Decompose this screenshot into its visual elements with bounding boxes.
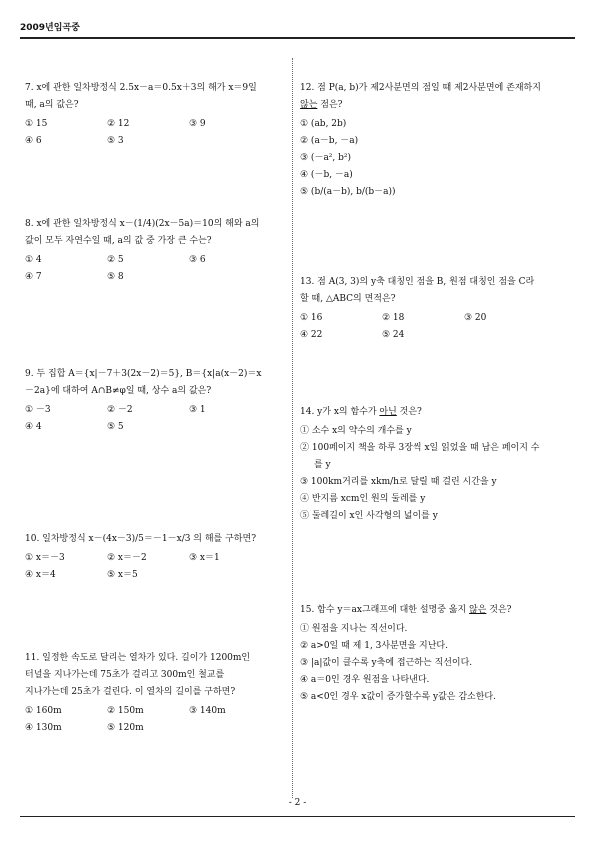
question-14 <box>300 404 545 525</box>
option[interactable]: ③ 6 <box>189 255 206 265</box>
question-stem <box>300 274 545 308</box>
option[interactable]: ① 15 <box>25 119 48 129</box>
page-header: 2009년임곡중 <box>20 20 575 39</box>
question-stem: 11. 일정한 속도로 달리는 열차가 있다. 길이가 1200m인 터널을 지나가는데 75초가 걸리고 300m인 철교를 지나가는데 25초가 걸린다. 이 열차의 길이를 구하면? <box>25 653 251 697</box>
option[interactable]: ② －2 <box>107 405 133 415</box>
option[interactable]: ⑤ (b/(a－b), b/(b－a)) <box>300 187 396 197</box>
question-12 <box>300 80 545 201</box>
answer-options <box>25 252 270 286</box>
bottom-rule <box>20 816 575 817</box>
option[interactable]: ③ (－a², b²) <box>300 153 352 163</box>
option[interactable]: ⑤ 24 <box>382 330 405 340</box>
option[interactable]: ③ 100km거리를 xkm/h로 달릴 때 걸린 시간을 y <box>300 477 497 487</box>
option[interactable]: ③ 20 <box>464 313 487 323</box>
option[interactable]: ② 18 <box>382 313 405 323</box>
option[interactable]: ① －3 <box>25 405 51 415</box>
question-13 <box>300 274 545 344</box>
option[interactable]: ③ 140m <box>189 706 226 716</box>
option[interactable]: ① 16 <box>300 313 323 323</box>
stem-text: 13. 점 A(3, 3)의 y축 대칭인 점을 B, 원점 대칭인 점을 C라 할 때, △ABC의 면적은? <box>300 277 535 304</box>
underlined-keyword: 않는 <box>300 100 318 110</box>
option[interactable]: ② 5 <box>107 255 124 265</box>
option[interactable]: ③ |a|값이 클수록 y축에 접근하는 직선이다. <box>300 658 473 668</box>
question-stem <box>300 80 545 114</box>
option[interactable]: ⑤ a<0인 경우 x값이 증가할수록 y값은 감소한다. <box>300 692 496 702</box>
option[interactable]: ④ x＝4 <box>25 570 56 580</box>
option[interactable]: ② (a－b, －a) <box>300 136 359 146</box>
question-stem: 9. 두 집합 A＝{x|－7＋3(2x－2)＝5}, B＝{x|a(x－2)＝x－2a}에 대하여 A∩B≠φ일 때, 상수 a의 값은? <box>25 369 262 396</box>
question-7 <box>25 80 270 150</box>
option[interactable]: ③ 1 <box>189 405 206 415</box>
column-divider <box>292 58 293 798</box>
stem-text: 점은? <box>317 100 343 110</box>
option[interactable]: ⑤ 120m <box>107 723 144 733</box>
option[interactable]: ① 원점을 지나는 직선이다. <box>300 624 408 634</box>
option[interactable]: ② 150m <box>107 706 144 716</box>
stem-text: 14. y가 x의 함수가 <box>300 407 380 417</box>
option[interactable]: ② x＝－2 <box>107 553 147 563</box>
stem-text: 15. 함수 y＝ax그래프에 대한 설명중 옳지 <box>300 605 470 615</box>
option[interactable]: ① 4 <box>25 255 42 265</box>
question-stem <box>300 404 545 421</box>
option[interactable]: ⑤ 둘레길이 x인 사각형의 넓이를 y <box>300 511 438 521</box>
answer-options <box>300 310 545 344</box>
stem-text: 12. 점 P(a, b)가 제2사분면의 점일 때 제2사분면에 존재하지 <box>300 83 541 93</box>
option[interactable]: ⑤ 5 <box>107 422 124 432</box>
option[interactable]: ③ x＝1 <box>189 553 220 563</box>
option[interactable]: ④ 4 <box>25 422 42 432</box>
question-stem <box>300 602 545 619</box>
option[interactable]: ④ a＝0인 경우 원점을 나타낸다. <box>300 675 430 685</box>
option[interactable]: ① 160m <box>25 706 62 716</box>
option[interactable]: ④ 6 <box>25 136 42 146</box>
question-stem: 7. x에 관한 일차방정식 2.5x－a＝0.5x＋3의 해가 x＝9일 때, a의 값은? <box>25 83 257 110</box>
stem-text: 것은? <box>396 407 422 417</box>
question-9 <box>25 366 270 436</box>
option[interactable]: ④ 130m <box>25 723 62 733</box>
question-10 <box>25 531 270 584</box>
question-11 <box>25 650 270 737</box>
page-number: - 2 - <box>288 798 307 808</box>
option[interactable]: ② a>0일 때 제 1, 3사분면을 지난다. <box>300 641 448 651</box>
question-stem: 10. 일차방정식 x－(4x－3)/5＝－1－x/3 의 해를 구하면? <box>25 534 257 544</box>
option[interactable]: ③ 9 <box>189 119 206 129</box>
stem-text: 것은? <box>486 605 512 615</box>
option[interactable]: ⑤ 8 <box>107 272 124 282</box>
question-15 <box>300 602 545 706</box>
answer-options <box>25 550 270 584</box>
question-stem: 8. x에 관한 일차방정식 x－(1/4)(2x－5a)＝10의 해와 a의 값이 모두 자연수일 때, a의 값 중 가장 큰 수는? <box>25 219 260 246</box>
question-8 <box>25 216 270 286</box>
option[interactable]: ② 12 <box>107 119 130 129</box>
option[interactable]: ② 100페이지 책을 하루 3장씩 x일 읽었을 때 남은 페이지 수를 y <box>300 443 540 470</box>
option[interactable]: ① x＝－3 <box>25 553 65 563</box>
answer-options <box>300 116 545 201</box>
option[interactable]: ④ 7 <box>25 272 42 282</box>
option[interactable]: ⑤ 3 <box>107 136 124 146</box>
option[interactable]: ④ (－b, －a) <box>300 170 353 180</box>
answer-options <box>300 621 545 706</box>
underlined-keyword: 아닌 <box>379 407 397 417</box>
option[interactable]: ④ 반지름 xcm인 원의 둘레를 y <box>300 494 426 504</box>
option[interactable]: ④ 22 <box>300 330 323 340</box>
option[interactable]: ① 소수 x의 약수의 개수를 y <box>300 426 412 436</box>
underlined-keyword: 않은 <box>469 605 487 615</box>
answer-options <box>25 402 270 436</box>
answer-options <box>25 116 270 150</box>
option[interactable]: ① (ab, 2b) <box>300 119 347 129</box>
answer-options <box>25 703 270 737</box>
option[interactable]: ⑤ x＝5 <box>107 570 138 580</box>
answer-options <box>300 423 545 525</box>
